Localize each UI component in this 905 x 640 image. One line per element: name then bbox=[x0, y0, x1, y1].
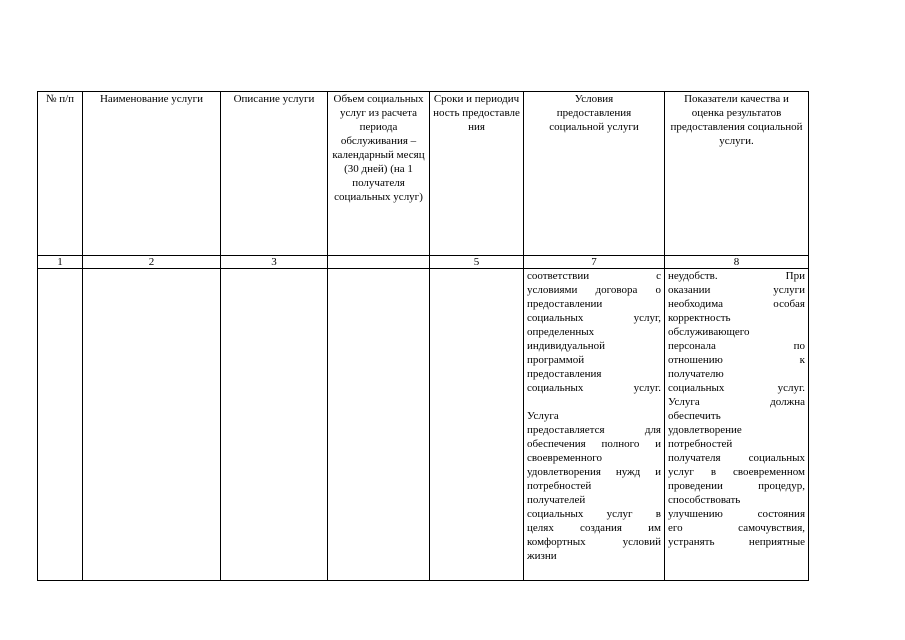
cell-quality bbox=[665, 269, 809, 581]
table-row bbox=[38, 269, 809, 581]
header-conditions: Условия предоставления социальной услуги bbox=[524, 92, 665, 256]
text-line: Услуга должна bbox=[668, 396, 805, 408]
text-line: социальных услуг. bbox=[527, 382, 661, 394]
cell-conditions bbox=[524, 269, 665, 581]
text-line: потребностей bbox=[668, 438, 733, 450]
column-number-row bbox=[38, 256, 809, 269]
text-line: обслуживающего bbox=[668, 326, 750, 338]
text-line: потребностей bbox=[527, 480, 592, 492]
column-number: 5 bbox=[430, 256, 524, 269]
column-number: 7 bbox=[524, 256, 665, 269]
text-line: индивидуальной bbox=[527, 340, 606, 352]
text-line: неудобств. При bbox=[668, 270, 805, 282]
column-number: 8 bbox=[665, 256, 809, 269]
header-row bbox=[38, 92, 809, 256]
text-line: улучшению состояния bbox=[668, 508, 805, 520]
header-service-name: Наименование услуги bbox=[83, 92, 221, 256]
text-line: своевременного bbox=[527, 452, 602, 464]
services-table bbox=[37, 91, 809, 581]
text-line: способствовать bbox=[668, 494, 741, 506]
cell-service-description bbox=[221, 269, 328, 581]
text-line: программой bbox=[527, 354, 585, 366]
header-quality: Показатели качества и оценка результатов предоставления социальной услуги. bbox=[665, 92, 809, 256]
text-line: получателя социальных bbox=[668, 452, 805, 464]
text-line: соответствии с bbox=[527, 270, 661, 282]
text-line: предоставлении bbox=[527, 298, 603, 310]
text-line: жизни bbox=[527, 550, 557, 562]
header-terms: Сроки и периодичность предоставления bbox=[430, 92, 524, 256]
cell-volume bbox=[328, 269, 430, 581]
text-line: Услуга bbox=[527, 410, 559, 422]
text-line: социальных услуг, bbox=[527, 312, 661, 324]
text-line: его самочувствия, bbox=[668, 522, 805, 534]
text-line: устранять неприятные bbox=[668, 536, 805, 548]
text-line: проведении процедур, bbox=[668, 480, 805, 492]
text-line: предоставляется для bbox=[527, 424, 661, 436]
text-line: обеспечить bbox=[668, 410, 721, 422]
text-line: оказании услуги bbox=[668, 284, 805, 296]
header-volume: Объем социальных услуг из расчета периода обслуживания – календарный месяц (30 дней) (на 1 получателя социальных услуг) bbox=[328, 92, 430, 256]
text-line: отношению к bbox=[668, 354, 805, 366]
text-line: удовлетворения нужд и bbox=[527, 466, 661, 478]
text-line: целях создания им bbox=[527, 522, 661, 534]
column-number: 1 bbox=[38, 256, 83, 269]
text-line: предоставления bbox=[527, 368, 602, 380]
text-line: определенных bbox=[527, 326, 595, 338]
cell-service-name bbox=[83, 269, 221, 581]
text-line: получателю bbox=[668, 368, 724, 380]
text-line: обеспечения полного и bbox=[527, 438, 661, 450]
header-service-description: Описание услуги bbox=[221, 92, 328, 256]
text-line: социальных услуг в bbox=[527, 508, 661, 520]
text-line: удовлетворение bbox=[668, 424, 742, 436]
text-line: персонала по bbox=[668, 340, 805, 352]
cell-terms bbox=[430, 269, 524, 581]
text-line: условиями договора о bbox=[527, 284, 661, 296]
quality-paragraph bbox=[668, 269, 805, 549]
text-line: услуг в своевременном bbox=[668, 466, 805, 478]
text-line: корректность bbox=[668, 312, 731, 324]
column-number: 2 bbox=[83, 256, 221, 269]
text-line: социальных услуг. bbox=[668, 382, 805, 394]
conditions-paragraph-1 bbox=[527, 269, 661, 395]
text-line: комфортных условий bbox=[527, 536, 661, 548]
cell-number bbox=[38, 269, 83, 581]
column-number: 3 bbox=[221, 256, 328, 269]
header-number: № п/п bbox=[38, 92, 83, 256]
conditions-paragraph-2 bbox=[527, 409, 661, 563]
column-number bbox=[328, 256, 430, 269]
text-line: получателей bbox=[527, 494, 586, 506]
text-line: необходима особая bbox=[668, 298, 805, 310]
